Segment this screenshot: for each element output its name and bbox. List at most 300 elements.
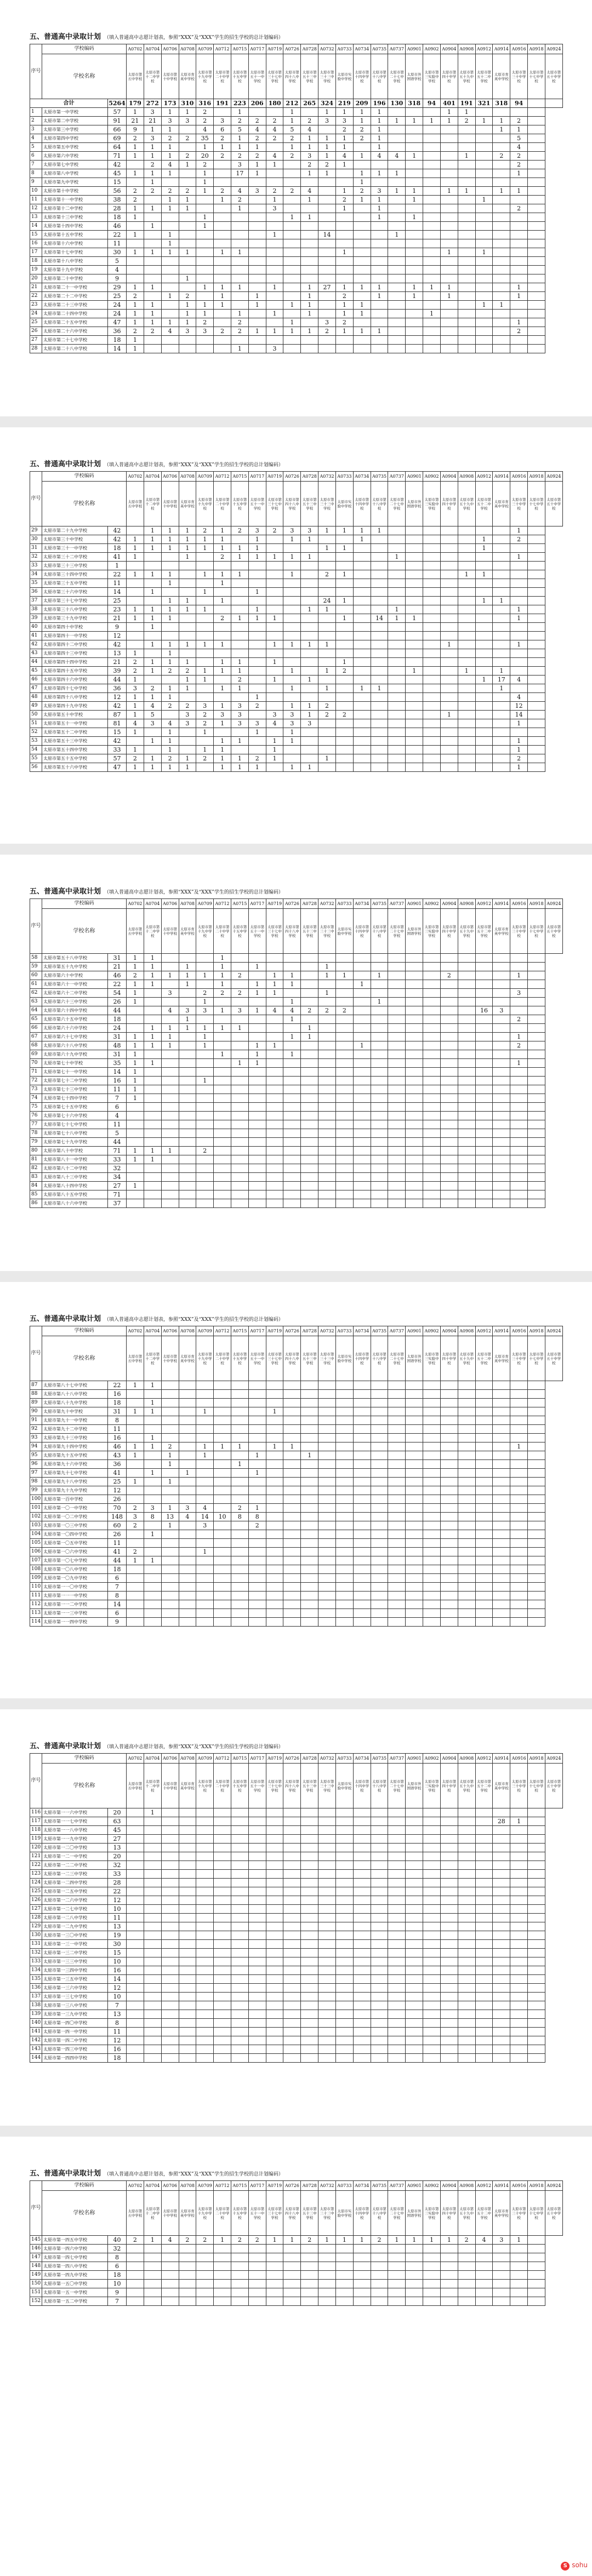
quota-cell — [196, 1949, 214, 1957]
quota-cell — [406, 2010, 423, 2019]
quota-cell — [353, 1957, 371, 1966]
quota-cell — [161, 1852, 179, 1861]
quota-cell — [318, 1129, 336, 1138]
quota-cell — [371, 1905, 388, 1914]
school-name-header: 太原市第十中学校 — [161, 482, 179, 526]
quota-cell — [127, 1416, 144, 1425]
quota-cell: 1 — [510, 187, 528, 196]
quota-cell — [318, 998, 336, 1006]
quota-cell — [301, 667, 318, 676]
quota-cell — [458, 632, 475, 640]
quota-cell — [406, 1852, 423, 1861]
quota-cell — [371, 1033, 388, 1041]
row-total: 22 — [108, 1887, 127, 1896]
quota-cell — [528, 1887, 545, 1896]
quota-cell — [423, 1521, 441, 1530]
quota-cell: 1 — [283, 2236, 301, 2245]
quota-cell — [440, 222, 458, 231]
quota-cell: 4 — [161, 1006, 179, 1015]
quota-cell — [493, 562, 510, 570]
quota-cell — [371, 2036, 388, 2045]
quota-cell — [301, 257, 318, 266]
table-row — [30, 1808, 563, 1817]
quota-cell — [440, 623, 458, 632]
quota-cell — [510, 1548, 528, 1556]
quota-cell — [335, 1182, 353, 1190]
quota-cell — [335, 1147, 353, 1155]
quota-cell — [510, 544, 528, 553]
school-name: 太原市第二十一中学校 — [42, 283, 108, 292]
quota-cell: 2 — [144, 684, 161, 693]
quota-cell — [179, 1817, 196, 1826]
quota-cell — [196, 737, 214, 746]
quota-cell: 1 — [161, 693, 179, 702]
quota-cell — [196, 248, 214, 257]
quota-cell — [458, 274, 475, 283]
quota-cell: 4 — [179, 1513, 196, 1521]
quota-cell — [493, 728, 510, 737]
quota-cell — [231, 1094, 248, 1103]
quota-cell — [127, 1103, 144, 1112]
quota-cell — [475, 1835, 493, 1844]
quota-cell: 1 — [144, 283, 161, 292]
quota-cell — [301, 204, 318, 213]
quota-cell — [406, 1085, 423, 1094]
row-number: 9 — [30, 178, 42, 187]
quota-cell — [318, 535, 336, 544]
quota-cell — [301, 1984, 318, 1993]
quota-cell — [510, 1574, 528, 1583]
quota-cell — [335, 1434, 353, 1442]
quota-cell — [510, 1094, 528, 1103]
quota-cell — [248, 1112, 266, 1120]
row-total: 11 — [108, 1539, 127, 1548]
quota-cell — [423, 1094, 441, 1103]
total-cell: 130 — [388, 99, 406, 108]
quota-cell: 1 — [266, 1442, 283, 1451]
row-total: 8 — [108, 2019, 127, 2028]
quota-cell — [231, 2001, 248, 2010]
table-row — [30, 1033, 563, 1041]
quota-cell — [196, 1381, 214, 1390]
quota-cell — [301, 1530, 318, 1539]
quota-cell: 2 — [214, 327, 231, 336]
quota-cell — [458, 2010, 475, 2019]
quota-cell — [528, 963, 545, 971]
school-name: 太原市第七十一中学校 — [42, 1068, 108, 1077]
quota-cell — [353, 1460, 371, 1469]
quota-cell — [335, 2297, 353, 2306]
quota-cell: 1 — [510, 169, 528, 178]
quota-cell — [161, 1138, 179, 1147]
quota-cell — [127, 597, 144, 605]
school-name-header: 太原市第五中学校 — [127, 909, 144, 954]
code-header: 学校编码 — [42, 899, 127, 909]
quota-cell: 1 — [266, 746, 283, 754]
school-name-header: 太原市第十二中学校 — [144, 482, 161, 526]
row-number: 127 — [30, 1905, 42, 1914]
quota-cell — [371, 1442, 388, 1451]
quota-cell — [528, 222, 545, 231]
quota-cell: 1 — [283, 1442, 301, 1451]
row-total: 24 — [108, 301, 127, 310]
quota-cell — [440, 980, 458, 989]
quota-cell — [458, 1548, 475, 1556]
quota-cell — [266, 1416, 283, 1425]
quota-cell — [475, 1504, 493, 1513]
quota-cell — [388, 1521, 406, 1530]
quota-cell — [248, 2019, 266, 2028]
quota-cell — [353, 605, 371, 614]
quota-cell — [127, 2045, 144, 2054]
quota-cell — [528, 187, 545, 196]
quota-cell — [528, 213, 545, 222]
school-code: A0912 — [475, 2181, 493, 2191]
quota-cell — [475, 1931, 493, 1940]
quota-cell: 2 — [196, 526, 214, 535]
quota-cell — [406, 1495, 423, 1504]
school-name: 太原市第一〇七中学校 — [42, 1556, 108, 1565]
quota-cell — [283, 746, 301, 754]
quota-cell — [440, 134, 458, 143]
quota-cell — [440, 676, 458, 684]
quota-cell — [127, 1164, 144, 1173]
school-name: 太原市第五十八中学校 — [42, 954, 108, 963]
quota-cell: 1 — [196, 971, 214, 980]
quota-cell — [196, 562, 214, 570]
quota-cell — [127, 1609, 144, 1618]
quota-cell — [248, 178, 266, 187]
quota-cell: 1 — [510, 1033, 528, 1041]
row-total: 41 — [108, 1469, 127, 1478]
quota-cell — [528, 1120, 545, 1129]
quota-cell — [179, 623, 196, 632]
quota-cell — [458, 702, 475, 711]
quota-cell — [231, 1103, 248, 1112]
quota-cell — [266, 1199, 283, 1208]
row-total: 42 — [108, 526, 127, 535]
quota-cell — [283, 1173, 301, 1182]
quota-cell: 1 — [127, 1033, 144, 1041]
row-number: 100 — [30, 1495, 42, 1504]
quota-cell — [161, 1173, 179, 1182]
school-name-header: 太原市第四十中学校 — [440, 2191, 458, 2236]
quota-cell: 1 — [231, 763, 248, 772]
row-total: 29 — [108, 283, 127, 292]
quota-cell — [423, 1861, 441, 1870]
quota-cell — [475, 1164, 493, 1173]
school-code: A0708 — [179, 899, 196, 909]
quota-cell: 1 — [283, 667, 301, 676]
quota-cell: 1 — [510, 640, 528, 649]
quota-cell — [231, 1416, 248, 1425]
quota-cell — [353, 318, 371, 327]
quota-cell — [406, 310, 423, 318]
quota-cell — [458, 1879, 475, 1887]
quota-cell — [510, 1931, 528, 1940]
row-number: 32 — [30, 553, 42, 562]
quota-cell — [423, 1451, 441, 1460]
row-number: 15 — [30, 231, 42, 239]
quota-cell — [458, 2245, 475, 2253]
quota-cell — [528, 1469, 545, 1478]
quota-cell — [248, 1399, 266, 1407]
school-code: A0902 — [423, 44, 441, 54]
quota-cell: 1 — [388, 614, 406, 623]
quota-cell — [248, 1817, 266, 1826]
quota-cell — [179, 1094, 196, 1103]
quota-cell — [406, 2028, 423, 2036]
quota-cell — [301, 2054, 318, 2063]
school-name-header: 太原市育英中学校 — [493, 909, 510, 954]
row-total: 23 — [108, 605, 127, 614]
quota-cell — [196, 1808, 214, 1817]
quota-cell — [458, 676, 475, 684]
row-number: 94 — [30, 1442, 42, 1451]
quota-cell — [283, 239, 301, 248]
quota-cell: 2 — [161, 754, 179, 763]
school-name: 太原市第三十八中学校 — [42, 605, 108, 614]
table-row — [30, 711, 563, 719]
quota-cell — [528, 1173, 545, 1182]
quota-cell — [214, 1085, 231, 1094]
row-number: 82 — [30, 1164, 42, 1173]
seq-header: 序号 — [30, 472, 42, 526]
school-name: 太原市第四十六中学校 — [42, 676, 108, 684]
table-row — [30, 676, 563, 684]
row-total: 25 — [108, 597, 127, 605]
quota-cell: 1 — [248, 605, 266, 614]
table-row — [30, 570, 563, 579]
quota-cell — [458, 204, 475, 213]
quota-cell — [196, 1059, 214, 1068]
quota-cell — [423, 1922, 441, 1931]
quota-cell — [371, 1565, 388, 1574]
quota-cell — [440, 1949, 458, 1957]
quota-cell — [388, 579, 406, 588]
quota-cell — [353, 579, 371, 588]
quota-cell — [493, 980, 510, 989]
quota-cell — [423, 2001, 441, 2010]
quota-cell — [231, 1922, 248, 1931]
school-code: A0704 — [144, 472, 161, 482]
quota-cell: 2 — [248, 702, 266, 711]
quota-cell: 1 — [266, 310, 283, 318]
quota-cell — [301, 1931, 318, 1940]
quota-cell — [458, 1826, 475, 1835]
quota-cell — [458, 998, 475, 1006]
quota-cell — [266, 1844, 283, 1852]
quota-cell — [196, 1094, 214, 1103]
quota-cell — [266, 1905, 283, 1914]
quota-cell — [493, 196, 510, 204]
name-header: 学校名称 — [42, 482, 127, 526]
quota-cell — [510, 1539, 528, 1548]
school-name-header: 太原市外国语学校 — [406, 1764, 423, 1808]
school-name: 太原市第二中学校 — [42, 117, 108, 125]
quota-cell — [423, 257, 441, 266]
quota-cell — [440, 1407, 458, 1416]
quota-cell — [283, 1182, 301, 1190]
quota-cell: 3 — [231, 711, 248, 719]
quota-cell — [179, 1984, 196, 1993]
quota-cell — [318, 1931, 336, 1940]
quota-cell — [161, 2019, 179, 2028]
quota-cell — [406, 1914, 423, 1922]
quota-cell: 4 — [266, 152, 283, 161]
quota-cell — [493, 1940, 510, 1949]
quota-cell — [493, 1565, 510, 1574]
quota-cell: 1 — [266, 327, 283, 336]
quota-cell — [266, 1975, 283, 1984]
quota-cell — [353, 1486, 371, 1495]
quota-cell — [318, 1390, 336, 1399]
quota-cell — [301, 1147, 318, 1155]
quota-cell — [214, 1618, 231, 1627]
quota-cell — [406, 954, 423, 963]
quota-cell — [335, 1059, 353, 1068]
quota-cell: 1 — [144, 667, 161, 676]
quota-cell — [266, 1059, 283, 1068]
school-code: A0914 — [493, 1754, 510, 1764]
quota-cell: 1 — [127, 614, 144, 623]
quota-cell — [423, 1940, 441, 1949]
quota-cell — [371, 1513, 388, 1521]
school-name-header: 太原市外国语学校 — [406, 1336, 423, 1381]
quota-cell — [371, 1068, 388, 1077]
quota-cell: 5 — [231, 125, 248, 134]
quota-cell — [475, 1887, 493, 1896]
quota-cell — [528, 1556, 545, 1565]
quota-cell — [371, 2045, 388, 2054]
quota-cell — [248, 1024, 266, 1033]
row-number: 55 — [30, 754, 42, 763]
quota-cell — [318, 1068, 336, 1077]
quota-cell — [406, 684, 423, 693]
row-number: 66 — [30, 1024, 42, 1033]
quota-cell — [248, 1381, 266, 1390]
school-name-header: 太原市第十中学校 — [161, 54, 179, 99]
quota-cell — [301, 1949, 318, 1957]
quota-cell — [440, 161, 458, 169]
quota-cell — [528, 1129, 545, 1138]
school-name: 太原市第五十五中学校 — [42, 754, 108, 763]
quota-cell — [475, 336, 493, 345]
quota-cell — [196, 693, 214, 702]
quota-cell — [406, 1931, 423, 1940]
quota-cell — [318, 1993, 336, 2001]
quota-cell: 1 — [127, 1478, 144, 1486]
quota-cell — [440, 1390, 458, 1399]
quota-cell: 1 — [248, 292, 266, 301]
quota-cell — [493, 1190, 510, 1199]
quota-cell — [510, 310, 528, 318]
quota-cell: 1 — [196, 535, 214, 544]
quota-cell — [371, 1931, 388, 1940]
school-name-header: 太原市第四十中学校 — [440, 1764, 458, 1808]
quota-cell: 1 — [179, 640, 196, 649]
quota-cell — [127, 266, 144, 274]
quota-cell — [214, 1425, 231, 1434]
quota-cell — [301, 684, 318, 693]
quota-cell: 1 — [458, 667, 475, 676]
quota-cell — [388, 143, 406, 152]
school-name: 太原市第一三三中学校 — [42, 1957, 108, 1966]
quota-cell — [161, 2001, 179, 2010]
quota-cell — [144, 1817, 161, 1826]
quota-cell — [406, 702, 423, 711]
quota-cell: 3 — [266, 711, 283, 719]
quota-cell — [388, 248, 406, 257]
quota-cell — [458, 1442, 475, 1451]
quota-cell — [196, 2045, 214, 2054]
quota-cell — [475, 1826, 493, 1835]
quota-cell: 2 — [318, 702, 336, 711]
quota-cell: 1 — [214, 719, 231, 728]
quota-cell — [388, 2019, 406, 2028]
quota-cell — [266, 1574, 283, 1583]
quota-cell — [371, 649, 388, 658]
quota-cell — [510, 2010, 528, 2019]
table-row — [30, 1993, 563, 2001]
quota-cell — [335, 1556, 353, 1565]
quota-cell — [161, 1068, 179, 1077]
quota-cell — [179, 336, 196, 345]
quota-cell — [283, 1993, 301, 2001]
quota-cell — [127, 1826, 144, 1835]
quota-cell — [528, 108, 545, 117]
quota-cell — [353, 345, 371, 353]
quota-cell — [248, 1164, 266, 1173]
quota-cell: 4 — [231, 187, 248, 196]
quota-cell: 1 — [144, 963, 161, 971]
quota-cell — [301, 1155, 318, 1164]
quota-cell: 1 — [127, 1077, 144, 1085]
quota-cell — [283, 1381, 301, 1390]
quota-cell — [179, 1068, 196, 1077]
quota-cell: 1 — [144, 535, 161, 544]
quota-cell — [475, 989, 493, 998]
quota-cell — [510, 1425, 528, 1434]
quota-cell — [440, 2028, 458, 2036]
quota-cell — [335, 1155, 353, 1164]
quota-cell — [440, 544, 458, 553]
quota-cell: 1 — [475, 117, 493, 125]
quota-cell — [179, 1618, 196, 1627]
table-row — [30, 1931, 563, 1940]
quota-cell — [423, 1870, 441, 1879]
school-name-header: 太原市育英中学校 — [179, 482, 196, 526]
school-name: 太原市第八十二中学校 — [42, 1164, 108, 1173]
quota-cell — [144, 1870, 161, 1879]
school-name-header: 太原市第十四中学校 — [353, 2191, 371, 2236]
quota-cell — [266, 579, 283, 588]
quota-cell: 1 — [371, 213, 388, 222]
quota-cell — [510, 1486, 528, 1495]
quota-cell — [318, 719, 336, 728]
quota-cell — [231, 2054, 248, 2063]
quota-cell — [423, 1592, 441, 1600]
school-code: A0715 — [231, 1754, 248, 1764]
total-cell: 173 — [161, 99, 179, 108]
quota-cell — [214, 605, 231, 614]
quota-cell: 1 — [266, 980, 283, 989]
quota-cell — [528, 570, 545, 579]
school-name-header: 太原市第四十八中学校 — [283, 1764, 301, 1808]
quota-cell — [475, 1390, 493, 1399]
school-code: A0733 — [335, 1754, 353, 1764]
quota-cell — [353, 1993, 371, 2001]
